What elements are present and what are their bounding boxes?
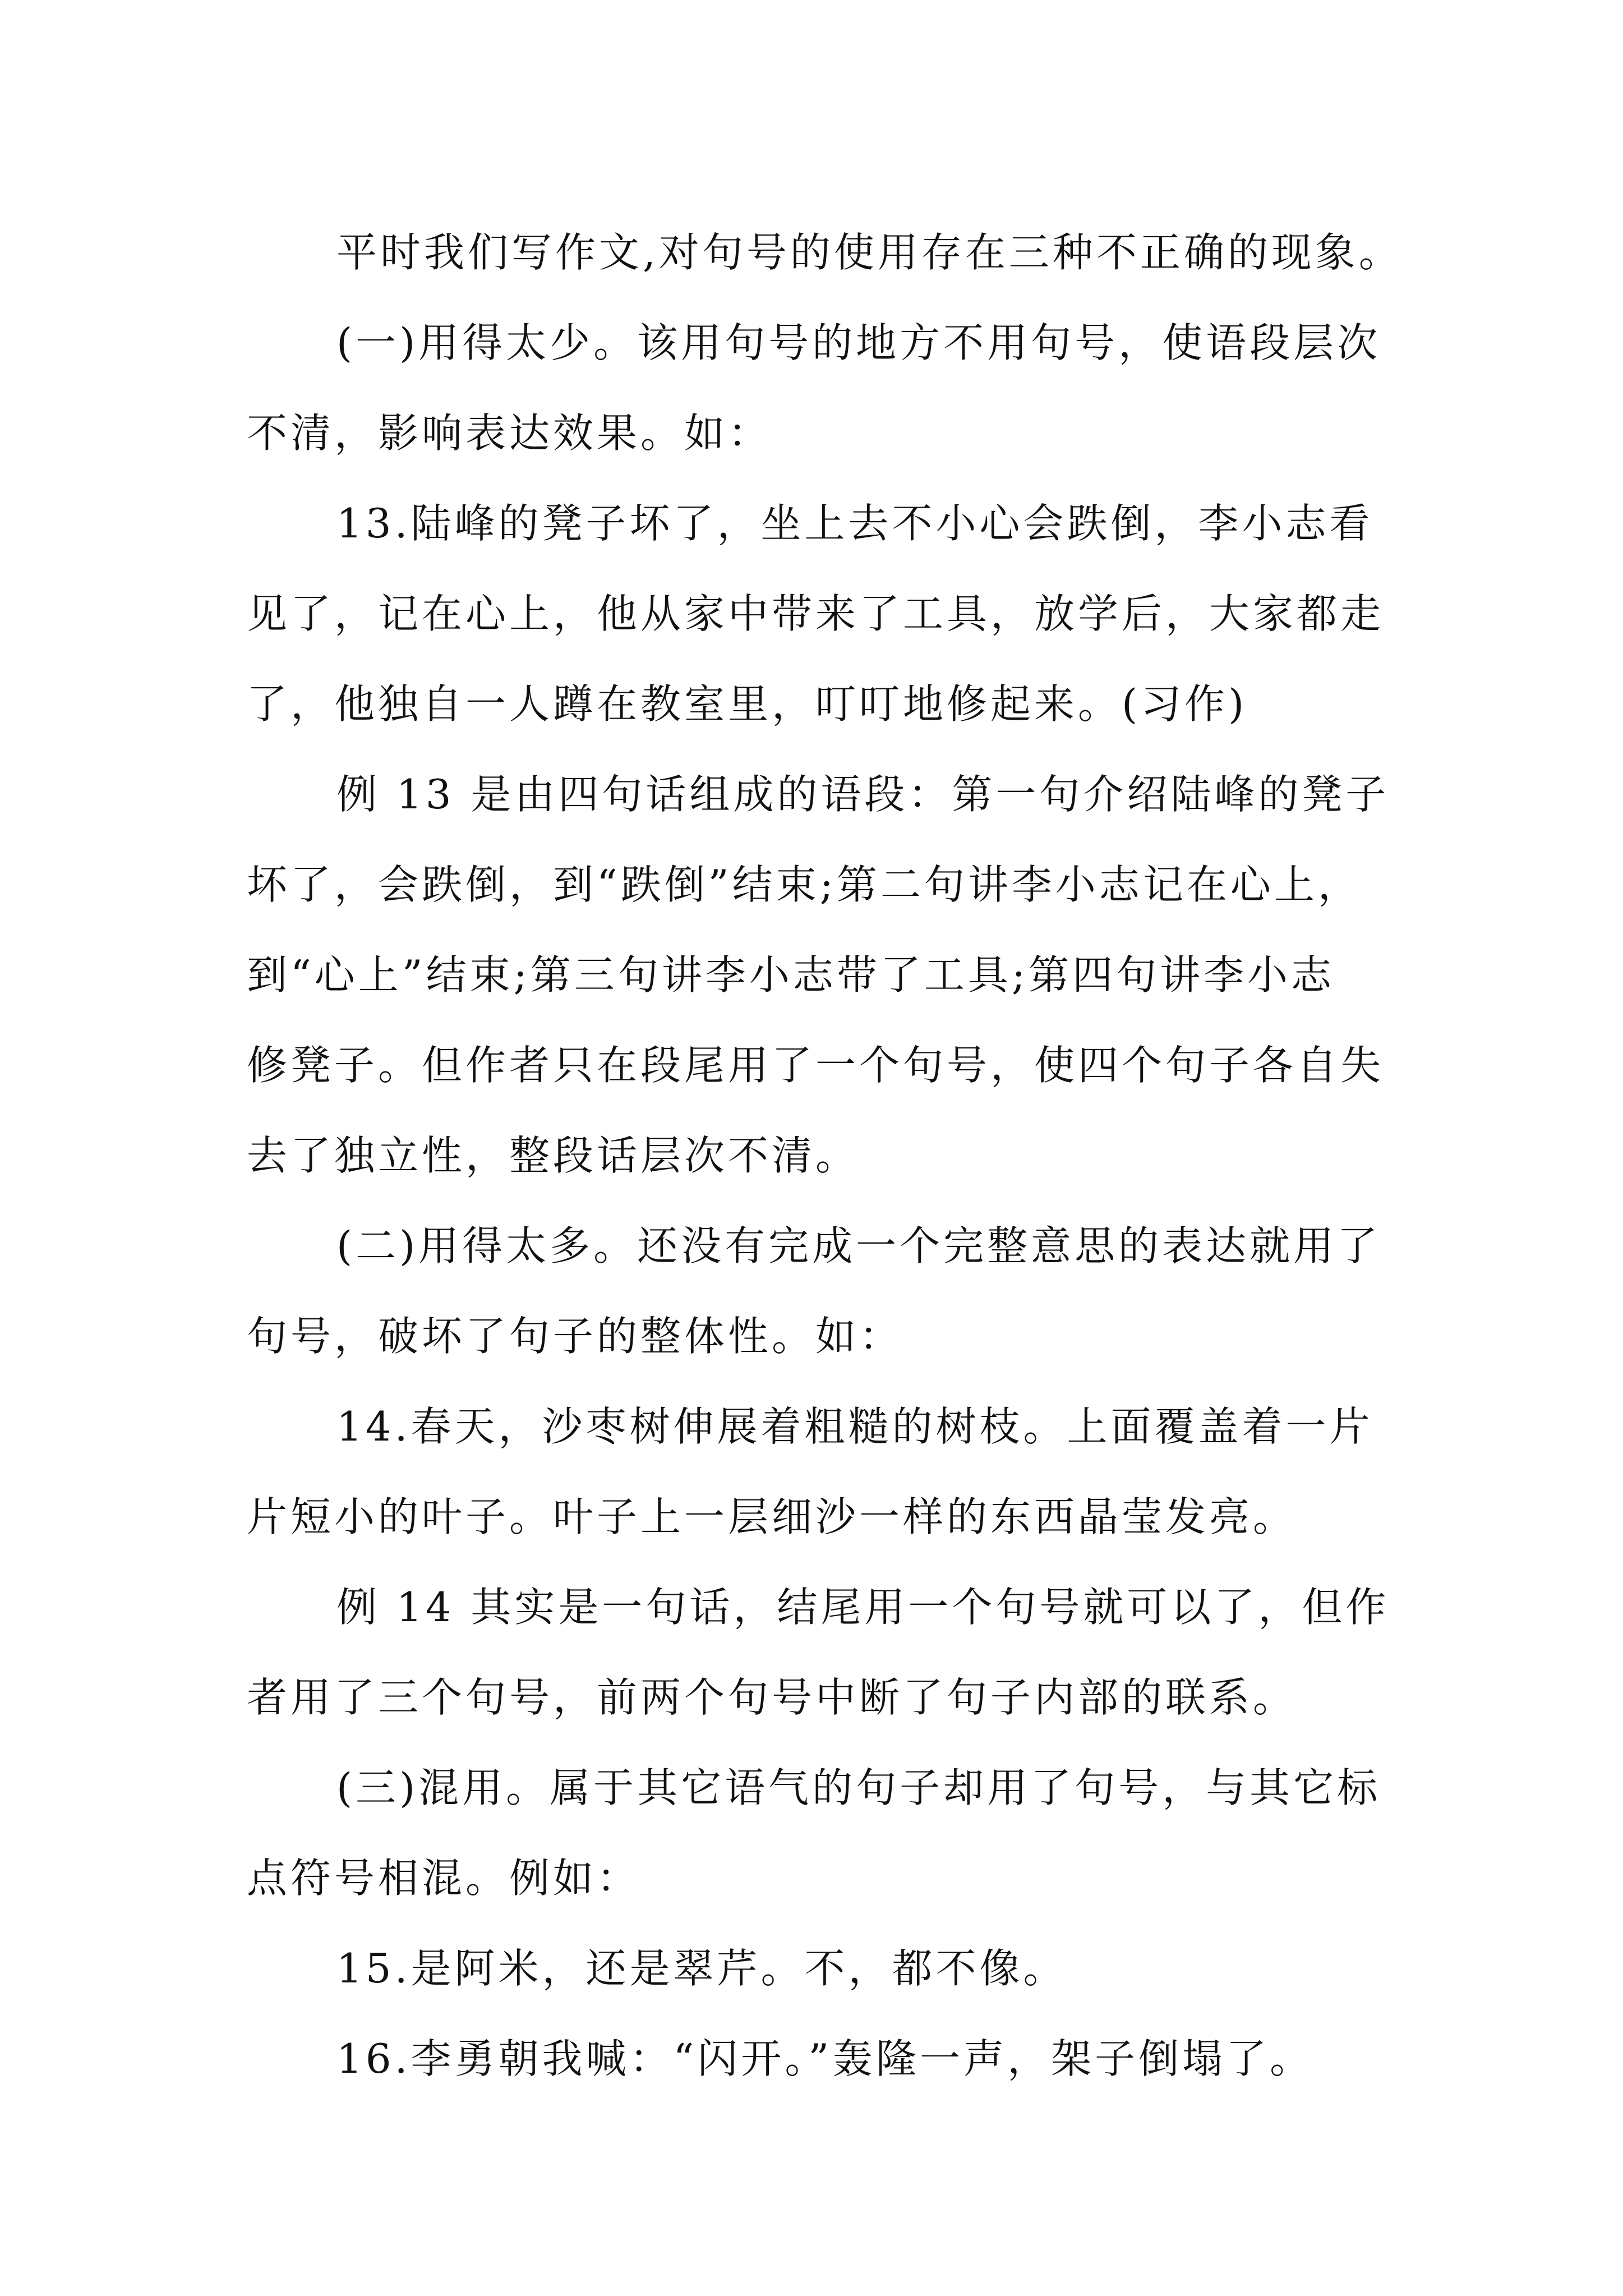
text-line: 见了，记在心上，他从家中带来了工具，放学后，大家都走 xyxy=(247,590,1385,637)
text-line: 16.李勇朝我喊：“闪开。”轰隆一声，架子倒塌了。 xyxy=(336,2035,1314,2082)
text-line: (一)用得太少。该用句号的地方不用句号，使语段层次 xyxy=(336,319,1381,366)
text-line: 坏了，会跌倒，到“跌倒”结束;第二句讲李小志记在心上， xyxy=(247,861,1362,908)
text-line: 例 14 其实是一句话，结尾用一个句号就可以了，但作 xyxy=(336,1584,1390,1631)
text-line: 者用了三个句号，前两个句号中断了句子内部的联系。 xyxy=(247,1674,1297,1721)
text-line: 不清，影响表达效果。如： xyxy=(247,409,772,457)
text-line: 13.陆峰的凳子坏了，坐上去不小心会跌倒，李小志看 xyxy=(336,500,1373,547)
text-line: 14.春天，沙枣树伸展着粗糙的树枝。上面覆盖着一片 xyxy=(336,1403,1373,1450)
text-line: 到“心上”结束;第三句讲李小志带了工具;第四句讲李小志 xyxy=(247,951,1335,999)
text-line: 点符号相混。例如： xyxy=(247,1855,641,1902)
text-line: 修凳子。但作者只在段尾用了一个句号，使四个句子各自失 xyxy=(247,1042,1385,1089)
text-line: (三)混用。属于其它语气的句子却用了句号，与其它标 xyxy=(336,1764,1381,1811)
text-line: 片短小的叶子。叶子上一层细沙一样的东西晶莹发亮。 xyxy=(247,1493,1297,1540)
text-line: 15.是阿米，还是翠芹。不，都不像。 xyxy=(336,1945,1067,1992)
text-line: 平时我们写作文,对句号的使用存在三种不正确的现象。 xyxy=(336,229,1403,276)
text-line: 例 13 是由四句话组成的语段：第一句介绍陆峰的凳子 xyxy=(336,771,1390,818)
text-line: 去了独立性，整段话层次不清。 xyxy=(247,1132,860,1179)
text-line: (二)用得太多。还没有完成一个完整意思的表达就用了 xyxy=(336,1222,1381,1269)
document-body xyxy=(247,208,1441,2104)
text-line: 了，他独自一人蹲在教室里，叮叮地修起来。(习作) xyxy=(247,680,1248,728)
text-line: 句号，破坏了句子的整体性。如： xyxy=(247,1313,903,1360)
